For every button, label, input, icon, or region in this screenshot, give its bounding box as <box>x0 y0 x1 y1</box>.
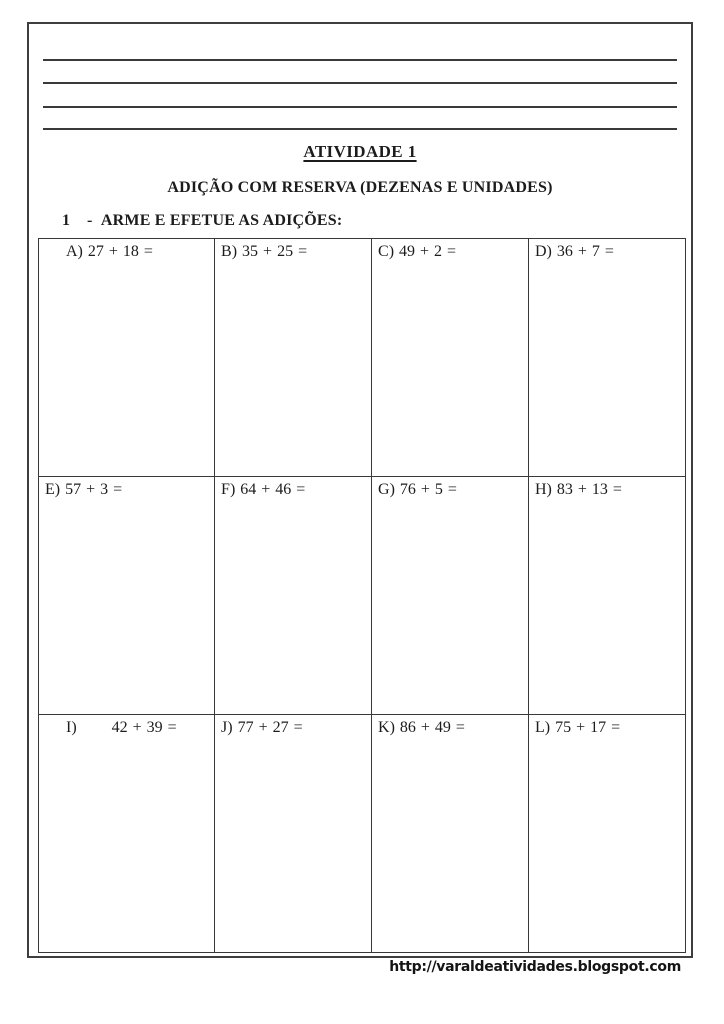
problem-cell-l: L) 75 + 17 = <box>528 715 685 953</box>
problem-cell-g: G) 76 + 5 = <box>372 477 529 715</box>
activity-title: ATIVIDADE 1 <box>303 142 417 161</box>
problems-table <box>38 238 686 953</box>
blank-writing-line <box>43 128 677 130</box>
footer-url: http://varaldeatividades.blogspot.com <box>389 959 681 975</box>
problem-cell-e: E) 57 + 3 = <box>39 477 215 715</box>
problem-cell-j: J) 77 + 27 = <box>215 715 372 953</box>
problem-cell-i: I) 42 + 39 = <box>39 715 215 953</box>
problem-cell-k: K) 86 + 49 = <box>372 715 529 953</box>
activity-subtitle: ADIÇÃO COM RESERVA (DEZENAS E UNIDADES) <box>167 179 553 196</box>
blank-writing-line <box>43 59 677 61</box>
problem-cell-d: D) 36 + 7 = <box>528 239 685 477</box>
problem-cell-a: A) 27 + 18 = <box>39 239 215 477</box>
problem-cell-f: F) 64 + 46 = <box>215 477 372 715</box>
blank-writing-line <box>43 106 677 108</box>
problem-cell-h: H) 83 + 13 = <box>528 477 685 715</box>
exercise-instruction: 1 - ARME E EFETUE AS ADIÇÕES: <box>62 212 343 229</box>
table-row <box>39 715 686 953</box>
table-row <box>39 239 686 477</box>
table-row <box>39 477 686 715</box>
blank-writing-line <box>43 82 677 84</box>
problem-cell-b: B) 35 + 25 = <box>215 239 372 477</box>
problem-cell-c: C) 49 + 2 = <box>372 239 529 477</box>
